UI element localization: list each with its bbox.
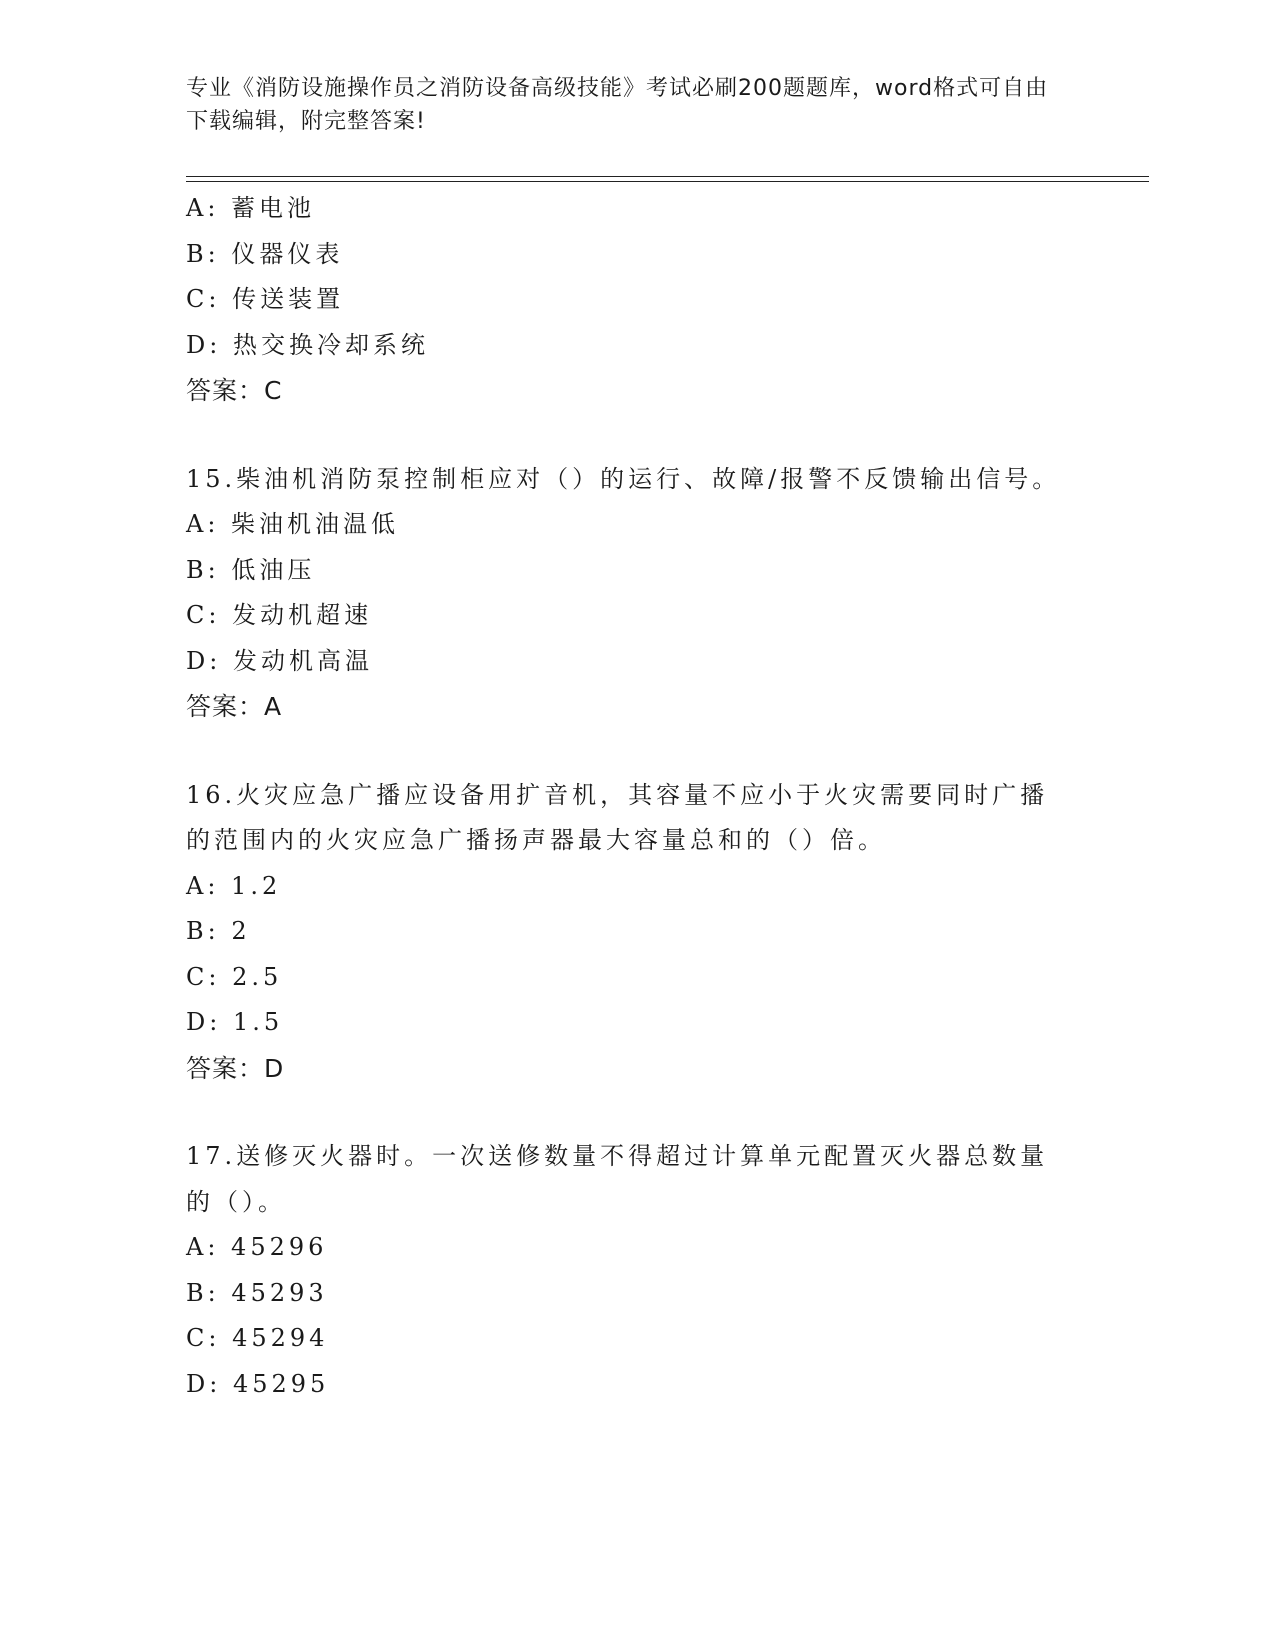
question-stem: 15.柴油机消防泵控制柜应对（）的运行、故障/报警不反馈输出信号。 [186, 464, 1061, 493]
option-d: D: 发动机高温 [186, 646, 373, 675]
option-b: B: 低油压 [186, 555, 316, 584]
header-rule-top [186, 176, 1149, 177]
answer: 答案：A [186, 692, 283, 721]
option-c: C: 45294 [186, 1324, 329, 1352]
option-b: B: 仪器仪表 [186, 239, 344, 268]
option-a: A: 1.2 [186, 871, 282, 900]
question-17 [186, 1134, 1086, 1407]
question-stem: 17.送修灭火器时。一次送修数量不得超过计算单元配置灭火器总数量的（）。 [186, 1142, 1049, 1216]
question-list [186, 186, 1086, 1407]
answer: 答案：C [186, 376, 283, 405]
question-stem: 16.火灾应急广播应设备用扩音机，其容量不应小于火灾需要同时广播的范围内的火灾应急广播扬声器最大容量总和的（）倍。 [186, 780, 1049, 854]
option-d: D: 热交换冷却系统 [186, 330, 429, 359]
question-14 [186, 186, 1086, 414]
option-d: D: 1.5 [186, 1008, 284, 1036]
option-b: B: 2 [186, 917, 251, 945]
document-header: 专业《消防设施操作员之消防设备高级技能》考试必刷200题题库，word格式可自由下载编辑，附完整答案! [186, 76, 1049, 134]
option-a: A: 柴油机油温低 [186, 510, 400, 538]
question-15 [186, 457, 1086, 730]
option-c: C: 2.5 [186, 962, 283, 991]
option-b: B: 45293 [186, 1278, 328, 1307]
question-16 [186, 773, 1086, 1092]
option-c: C: 传送装置 [186, 285, 345, 313]
option-c: C: 发动机超速 [186, 601, 373, 629]
option-a: A: 蓄电池 [186, 194, 316, 222]
option-a: A: 45296 [186, 1233, 328, 1261]
header-rule-bottom [186, 181, 1149, 182]
answer: 答案：D [186, 1053, 285, 1083]
option-d: D: 45295 [186, 1369, 330, 1398]
